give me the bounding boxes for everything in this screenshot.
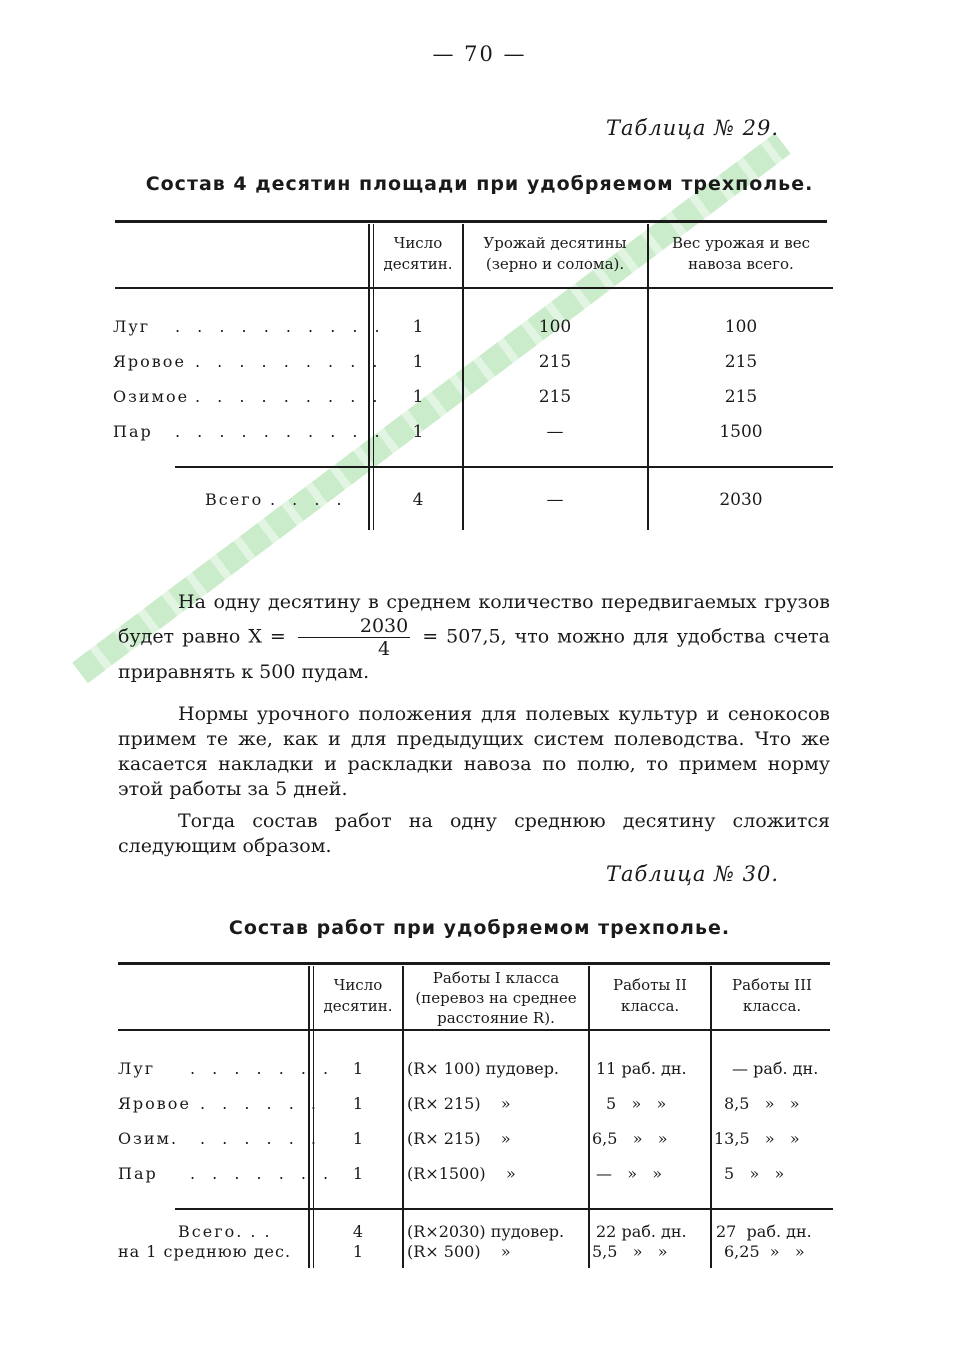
formula-fraction <box>298 615 410 660</box>
formula-denominator: 4 <box>378 638 391 660</box>
cell-yield: — <box>546 422 564 442</box>
cell-weight: 2030 <box>719 490 763 510</box>
t30-header-count: Число десятин. <box>323 976 393 1015</box>
cell-work2: — » » <box>596 1164 663 1183</box>
cell-count: 1 <box>412 317 424 337</box>
leader-dots: . . . . . . . . . . <box>175 422 386 441</box>
cell-yield: 215 <box>538 352 572 372</box>
rule <box>118 1029 830 1031</box>
cell-work2: 11 раб. дн. <box>596 1059 687 1078</box>
leader-dots: . . . . . . . . . <box>195 387 384 406</box>
cell-work2: 5 » » <box>606 1094 667 1113</box>
rule <box>115 287 833 289</box>
leader-dots: . . . . <box>270 490 348 509</box>
cell-work3: — раб. дн. <box>732 1059 819 1078</box>
row-label: Пар <box>113 422 153 441</box>
cell-count: 1 <box>352 1059 364 1078</box>
t30-header-class1: Работы I класса (перевоз на среднее расстояние R). <box>415 969 577 1027</box>
table-30-title: Состав работ при удобряемом трехполье. <box>228 917 731 939</box>
cell-count: 1 <box>352 1094 364 1113</box>
cell-work2: 5,5 » » <box>592 1242 668 1261</box>
cell-weight: 215 <box>724 387 758 407</box>
cell-work3: 5 » » <box>724 1164 785 1183</box>
t29-header-count: Число десятин. <box>383 234 453 273</box>
cell-count: 1 <box>412 352 424 372</box>
cell-work1: (R× 215) » <box>407 1094 511 1113</box>
cell-work3: 6,25 » » <box>724 1242 805 1261</box>
cell-weight: 100 <box>724 317 758 337</box>
formula-variable: X = <box>248 625 286 648</box>
column-divider <box>313 966 314 1268</box>
row-label: Луг <box>113 317 151 336</box>
column-divider <box>647 224 649 530</box>
formula-result: = 507,5, <box>422 625 507 648</box>
cell-work2: 6,5 » » <box>592 1129 668 1148</box>
leader-dots: . . . . . . <box>200 1094 322 1113</box>
leader-dots: . . . . . . . . . <box>195 352 384 371</box>
cell-work1: (R× 500) » <box>407 1242 511 1261</box>
column-divider <box>462 224 464 530</box>
column-divider <box>308 966 310 1268</box>
cell-count: 1 <box>352 1129 364 1148</box>
column-divider <box>402 966 404 1268</box>
paragraph-1-text: На одну десятину в среднем количество передвигаемых грузов будет равно <box>118 591 830 648</box>
cell-count: 1 <box>352 1242 364 1261</box>
leader-dots: . . . . . . . <box>190 1164 335 1183</box>
paragraph-1-text-end: что можно для удобства счета приравнять к 500 пудам. <box>118 625 830 683</box>
leader-dots: . . . . . . . . . . <box>175 317 386 336</box>
table-29-label: Таблица № 29. <box>606 116 780 140</box>
row-label: Луг <box>118 1059 156 1078</box>
cell-work3: 27 раб. дн. <box>716 1222 812 1241</box>
leader-dots: . . . . . . . <box>190 1059 335 1078</box>
formula-numerator: 2030 <box>298 615 410 638</box>
cell-count: 4 <box>412 490 424 510</box>
leader-dots: . . . . . . <box>200 1129 322 1148</box>
paragraph-3: Тогда состав работ на одну среднюю десятину сложится следующим образом. <box>118 810 830 857</box>
rule <box>115 220 827 223</box>
paragraph-2: Нормы урочного положения для полевых культур и сенокосов примем те же, как и для предыдущих систем полеводства. Что же касается накладки и раскладки навоза по полю, то примем норму этой работы за 5 дней. <box>118 703 830 800</box>
t29-header-yield: Урожай десятины (зерно и солома). <box>483 234 627 273</box>
cell-count: 1 <box>412 387 424 407</box>
cell-work1: (R× 215) » <box>407 1129 511 1148</box>
cell-yield: — <box>546 490 564 510</box>
cell-work2: 22 раб. дн. <box>596 1222 687 1241</box>
table-29-title: Состав 4 десятин площади при удобряемом трехполье. <box>145 173 814 195</box>
t29-header-weight: Вес урожая и вес навоза всего. <box>672 234 810 273</box>
column-divider <box>710 966 712 1268</box>
rule <box>175 466 833 468</box>
cell-work1: (R×1500) » <box>407 1164 516 1183</box>
cell-yield: 100 <box>538 317 572 337</box>
row-label: Пар <box>118 1164 158 1183</box>
row-label: Яровое <box>113 352 186 371</box>
t30-header-class2: Работы II класса. <box>613 976 687 1015</box>
paragraph-1 <box>118 590 830 685</box>
cell-count: 1 <box>412 422 424 442</box>
rule <box>175 1208 833 1210</box>
column-divider <box>373 224 374 530</box>
page-number: — 70 — <box>432 42 527 66</box>
t30-header-class3: Работы III класса. <box>732 976 812 1015</box>
rule <box>118 962 830 965</box>
cell-yield: 215 <box>538 387 572 407</box>
cell-weight: 215 <box>724 352 758 372</box>
total-label: на 1 среднюю дес. <box>118 1242 292 1261</box>
cell-work1: (R×2030) пудовер. <box>407 1222 565 1241</box>
total-label: Всего. . . <box>178 1222 272 1241</box>
row-label: Озим. <box>118 1129 179 1148</box>
cell-work3: 8,5 » » <box>724 1094 800 1113</box>
total-label: Всего <box>205 490 264 509</box>
cell-weight: 1500 <box>719 422 763 442</box>
cell-count: 1 <box>352 1164 364 1183</box>
cell-work3: 13,5 » » <box>714 1129 800 1148</box>
column-divider <box>368 224 370 530</box>
row-label: Озимое <box>113 387 190 406</box>
cell-work1: (R× 100) пудовер. <box>407 1059 560 1078</box>
cell-count: 4 <box>352 1222 364 1241</box>
table-30-label: Таблица № 30. <box>606 862 780 886</box>
row-label: Яровое <box>118 1094 191 1113</box>
